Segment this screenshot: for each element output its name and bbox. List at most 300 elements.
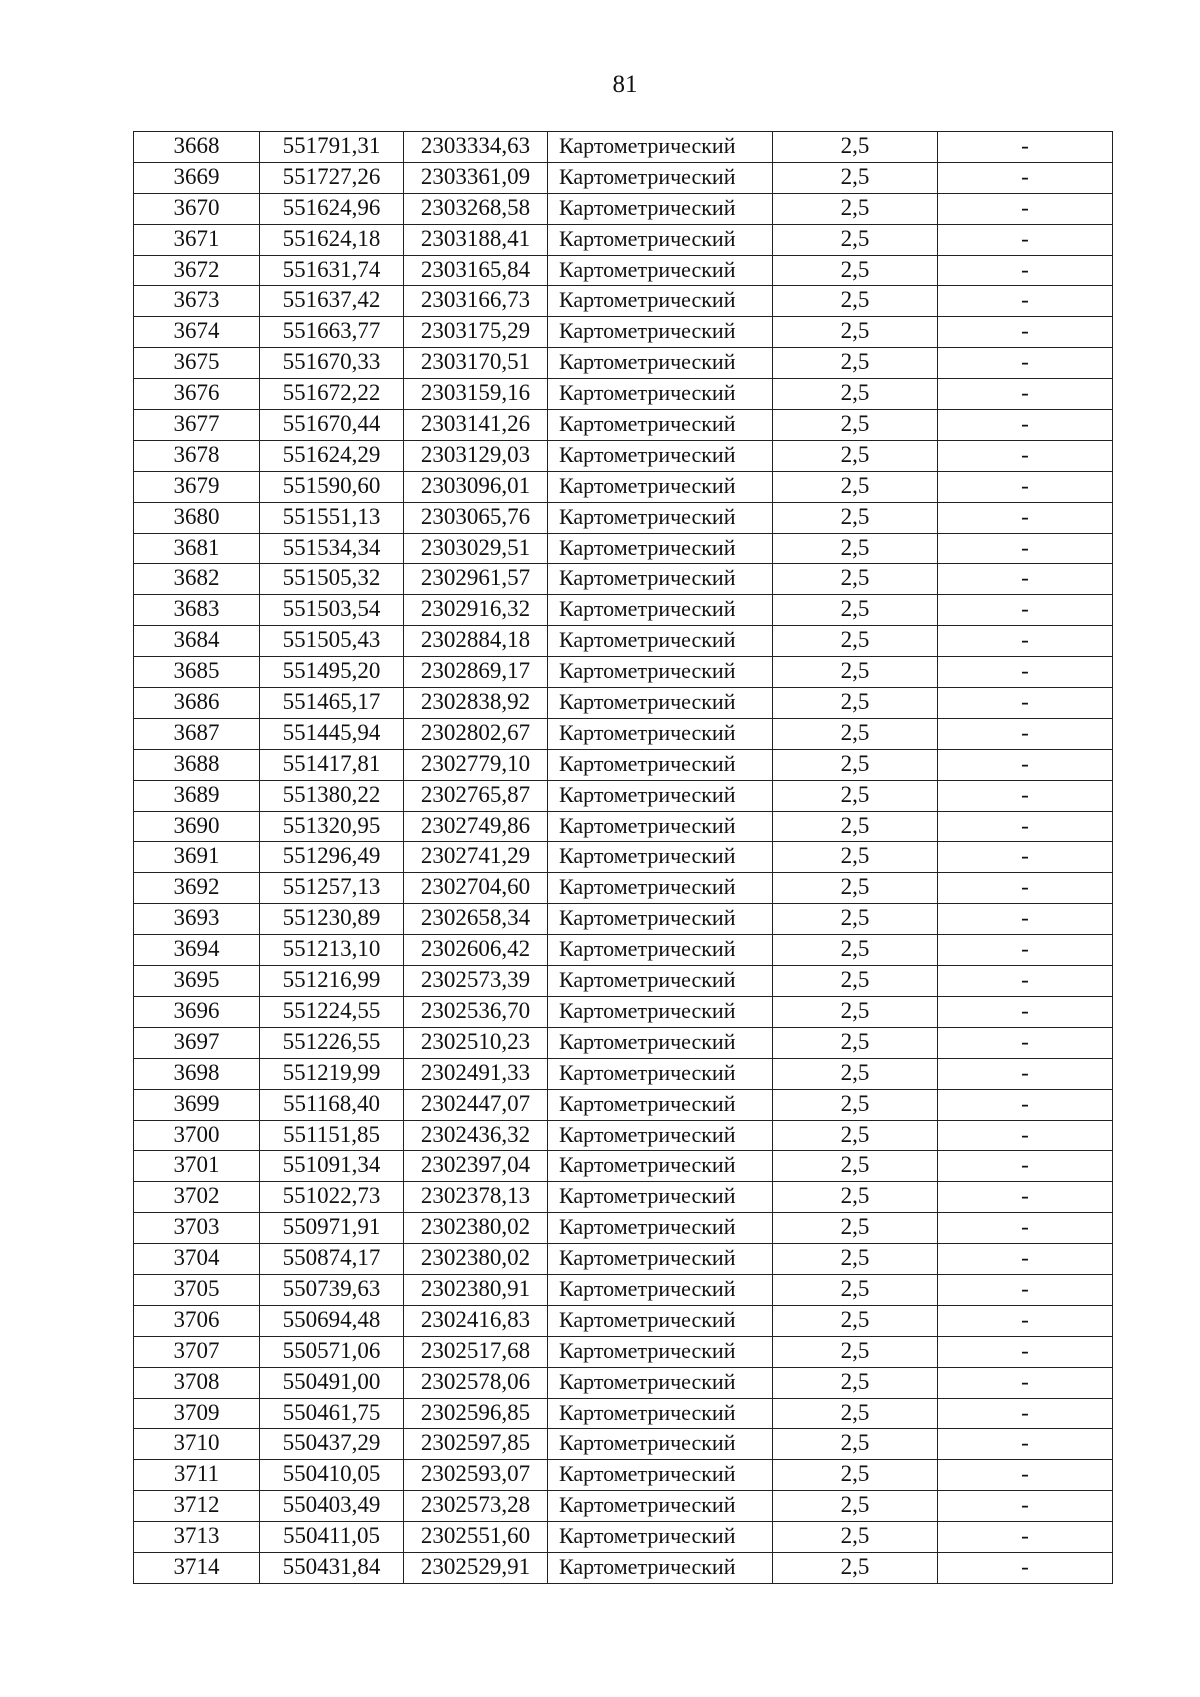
- note-cell: -: [938, 410, 1113, 441]
- x-coordinate-cell: 551022,73: [260, 1182, 404, 1213]
- note-cell: -: [938, 1367, 1113, 1398]
- x-coordinate-cell: 550431,84: [260, 1552, 404, 1583]
- table-row: [134, 688, 1113, 719]
- method-cell: Картометрический: [548, 348, 773, 379]
- method-cell: Картометрический: [548, 842, 773, 873]
- method-cell: Картометрический: [548, 286, 773, 317]
- note-cell: -: [938, 842, 1113, 873]
- point-number-cell: 3687: [134, 718, 260, 749]
- table-row: [134, 1274, 1113, 1305]
- y-coordinate-cell: 2302378,13: [404, 1182, 548, 1213]
- note-cell: -: [938, 379, 1113, 410]
- note-cell: -: [938, 966, 1113, 997]
- x-coordinate-cell: 551320,95: [260, 811, 404, 842]
- accuracy-cell: 2,5: [773, 440, 938, 471]
- x-coordinate-cell: 551219,99: [260, 1058, 404, 1089]
- y-coordinate-cell: 2302779,10: [404, 749, 548, 780]
- table-row: [134, 657, 1113, 688]
- y-coordinate-cell: 2302397,04: [404, 1151, 548, 1182]
- x-coordinate-cell: 550403,49: [260, 1491, 404, 1522]
- method-cell: Картометрический: [548, 502, 773, 533]
- table-row: [134, 255, 1113, 286]
- accuracy-cell: 2,5: [773, 1491, 938, 1522]
- accuracy-cell: 2,5: [773, 904, 938, 935]
- y-coordinate-cell: 2302380,02: [404, 1244, 548, 1275]
- method-cell: Картометрический: [548, 471, 773, 502]
- table-row: [134, 996, 1113, 1027]
- note-cell: -: [938, 564, 1113, 595]
- table-row: [134, 410, 1113, 441]
- point-number-cell: 3685: [134, 657, 260, 688]
- y-coordinate-cell: 2303141,26: [404, 410, 548, 441]
- method-cell: Картометрический: [548, 657, 773, 688]
- x-coordinate-cell: 551380,22: [260, 780, 404, 811]
- x-coordinate-cell: 551503,54: [260, 595, 404, 626]
- table-row: [134, 1552, 1113, 1583]
- note-cell: -: [938, 595, 1113, 626]
- accuracy-cell: 2,5: [773, 502, 938, 533]
- note-cell: -: [938, 1058, 1113, 1089]
- table-row: [134, 1182, 1113, 1213]
- note-cell: -: [938, 286, 1113, 317]
- point-number-cell: 3689: [134, 780, 260, 811]
- point-number-cell: 3703: [134, 1213, 260, 1244]
- method-cell: Картометрический: [548, 1336, 773, 1367]
- point-number-cell: 3678: [134, 440, 260, 471]
- y-coordinate-cell: 2303165,84: [404, 255, 548, 286]
- table-row: [134, 718, 1113, 749]
- accuracy-cell: 2,5: [773, 1182, 938, 1213]
- point-number-cell: 3704: [134, 1244, 260, 1275]
- point-number-cell: 3686: [134, 688, 260, 719]
- point-number-cell: 3681: [134, 533, 260, 564]
- y-coordinate-cell: 2302749,86: [404, 811, 548, 842]
- note-cell: -: [938, 193, 1113, 224]
- y-coordinate-cell: 2303361,09: [404, 162, 548, 193]
- x-coordinate-cell: 551663,77: [260, 317, 404, 348]
- method-cell: Картометрический: [548, 780, 773, 811]
- accuracy-cell: 2,5: [773, 1429, 938, 1460]
- accuracy-cell: 2,5: [773, 966, 938, 997]
- method-cell: Картометрический: [548, 1027, 773, 1058]
- point-number-cell: 3708: [134, 1367, 260, 1398]
- accuracy-cell: 2,5: [773, 564, 938, 595]
- accuracy-cell: 2,5: [773, 224, 938, 255]
- accuracy-cell: 2,5: [773, 657, 938, 688]
- y-coordinate-cell: 2303159,16: [404, 379, 548, 410]
- table-row: [134, 379, 1113, 410]
- note-cell: -: [938, 626, 1113, 657]
- y-coordinate-cell: 2302517,68: [404, 1336, 548, 1367]
- point-number-cell: 3698: [134, 1058, 260, 1089]
- x-coordinate-cell: 551624,29: [260, 440, 404, 471]
- accuracy-cell: 2,5: [773, 749, 938, 780]
- x-coordinate-cell: 551091,34: [260, 1151, 404, 1182]
- note-cell: -: [938, 904, 1113, 935]
- point-number-cell: 3706: [134, 1305, 260, 1336]
- accuracy-cell: 2,5: [773, 410, 938, 441]
- method-cell: Картометрический: [548, 132, 773, 163]
- accuracy-cell: 2,5: [773, 1522, 938, 1553]
- point-number-cell: 3711: [134, 1460, 260, 1491]
- note-cell: -: [938, 348, 1113, 379]
- table-row: [134, 1027, 1113, 1058]
- table-row: [134, 348, 1113, 379]
- x-coordinate-cell: 551551,13: [260, 502, 404, 533]
- x-coordinate-cell: 551624,96: [260, 193, 404, 224]
- point-number-cell: 3669: [134, 162, 260, 193]
- x-coordinate-cell: 551505,43: [260, 626, 404, 657]
- accuracy-cell: 2,5: [773, 286, 938, 317]
- table-row: [134, 1151, 1113, 1182]
- x-coordinate-cell: 551631,74: [260, 255, 404, 286]
- accuracy-cell: 2,5: [773, 1120, 938, 1151]
- x-coordinate-cell: 551216,99: [260, 966, 404, 997]
- point-number-cell: 3700: [134, 1120, 260, 1151]
- method-cell: Картометрический: [548, 564, 773, 595]
- y-coordinate-cell: 2302597,85: [404, 1429, 548, 1460]
- point-number-cell: 3690: [134, 811, 260, 842]
- x-coordinate-cell: 551151,85: [260, 1120, 404, 1151]
- point-number-cell: 3679: [134, 471, 260, 502]
- y-coordinate-cell: 2302436,32: [404, 1120, 548, 1151]
- note-cell: -: [938, 935, 1113, 966]
- table-row: [134, 1367, 1113, 1398]
- accuracy-cell: 2,5: [773, 996, 938, 1027]
- method-cell: Картометрический: [548, 379, 773, 410]
- y-coordinate-cell: 2303129,03: [404, 440, 548, 471]
- method-cell: Картометрический: [548, 1429, 773, 1460]
- x-coordinate-cell: 551727,26: [260, 162, 404, 193]
- note-cell: -: [938, 1213, 1113, 1244]
- y-coordinate-cell: 2302510,23: [404, 1027, 548, 1058]
- y-coordinate-cell: 2302593,07: [404, 1460, 548, 1491]
- method-cell: Картометрический: [548, 255, 773, 286]
- method-cell: Картометрический: [548, 162, 773, 193]
- table-row: [134, 873, 1113, 904]
- table-row: [134, 1336, 1113, 1367]
- table-row: [134, 317, 1113, 348]
- method-cell: Картометрический: [548, 1244, 773, 1275]
- accuracy-cell: 2,5: [773, 626, 938, 657]
- accuracy-cell: 2,5: [773, 935, 938, 966]
- table-row: [134, 193, 1113, 224]
- x-coordinate-cell: 550437,29: [260, 1429, 404, 1460]
- method-cell: Картометрический: [548, 688, 773, 719]
- x-coordinate-cell: 551226,55: [260, 1027, 404, 1058]
- x-coordinate-cell: 550461,75: [260, 1398, 404, 1429]
- accuracy-cell: 2,5: [773, 1336, 938, 1367]
- table-row: [134, 1089, 1113, 1120]
- method-cell: Картометрический: [548, 1491, 773, 1522]
- y-coordinate-cell: 2302596,85: [404, 1398, 548, 1429]
- table-row: [134, 749, 1113, 780]
- x-coordinate-cell: 551417,81: [260, 749, 404, 780]
- method-cell: Картометрический: [548, 811, 773, 842]
- note-cell: -: [938, 996, 1113, 1027]
- accuracy-cell: 2,5: [773, 688, 938, 719]
- y-coordinate-cell: 2302380,02: [404, 1213, 548, 1244]
- point-number-cell: 3673: [134, 286, 260, 317]
- method-cell: Картометрический: [548, 533, 773, 564]
- point-number-cell: 3677: [134, 410, 260, 441]
- accuracy-cell: 2,5: [773, 1058, 938, 1089]
- note-cell: -: [938, 471, 1113, 502]
- y-coordinate-cell: 2302491,33: [404, 1058, 548, 1089]
- note-cell: -: [938, 1336, 1113, 1367]
- accuracy-cell: 2,5: [773, 162, 938, 193]
- method-cell: Картометрический: [548, 1367, 773, 1398]
- point-number-cell: 3699: [134, 1089, 260, 1120]
- x-coordinate-cell: 551465,17: [260, 688, 404, 719]
- table-row: [134, 564, 1113, 595]
- point-number-cell: 3695: [134, 966, 260, 997]
- method-cell: Картометрический: [548, 1089, 773, 1120]
- table-row: [134, 1460, 1113, 1491]
- note-cell: -: [938, 132, 1113, 163]
- y-coordinate-cell: 2302416,83: [404, 1305, 548, 1336]
- point-number-cell: 3714: [134, 1552, 260, 1583]
- x-coordinate-cell: 551534,34: [260, 533, 404, 564]
- y-coordinate-cell: 2303166,73: [404, 286, 548, 317]
- x-coordinate-cell: 551445,94: [260, 718, 404, 749]
- method-cell: Картометрический: [548, 1460, 773, 1491]
- accuracy-cell: 2,5: [773, 780, 938, 811]
- x-coordinate-cell: 550694,48: [260, 1305, 404, 1336]
- method-cell: Картометрический: [548, 595, 773, 626]
- note-cell: -: [938, 1151, 1113, 1182]
- method-cell: Картометрический: [548, 410, 773, 441]
- x-coordinate-cell: 550739,63: [260, 1274, 404, 1305]
- accuracy-cell: 2,5: [773, 132, 938, 163]
- method-cell: Картометрический: [548, 749, 773, 780]
- point-number-cell: 3675: [134, 348, 260, 379]
- point-number-cell: 3671: [134, 224, 260, 255]
- point-number-cell: 3688: [134, 749, 260, 780]
- point-number-cell: 3696: [134, 996, 260, 1027]
- accuracy-cell: 2,5: [773, 1552, 938, 1583]
- note-cell: -: [938, 224, 1113, 255]
- point-number-cell: 3709: [134, 1398, 260, 1429]
- x-coordinate-cell: 551213,10: [260, 935, 404, 966]
- accuracy-cell: 2,5: [773, 1367, 938, 1398]
- point-number-cell: 3702: [134, 1182, 260, 1213]
- accuracy-cell: 2,5: [773, 1274, 938, 1305]
- accuracy-cell: 2,5: [773, 1213, 938, 1244]
- point-number-cell: 3676: [134, 379, 260, 410]
- point-number-cell: 3684: [134, 626, 260, 657]
- accuracy-cell: 2,5: [773, 471, 938, 502]
- note-cell: -: [938, 1182, 1113, 1213]
- method-cell: Картометрический: [548, 626, 773, 657]
- note-cell: -: [938, 255, 1113, 286]
- x-coordinate-cell: 551624,18: [260, 224, 404, 255]
- method-cell: Картометрический: [548, 1398, 773, 1429]
- method-cell: Картометрический: [548, 873, 773, 904]
- accuracy-cell: 2,5: [773, 533, 938, 564]
- y-coordinate-cell: 2302573,28: [404, 1491, 548, 1522]
- point-number-cell: 3691: [134, 842, 260, 873]
- x-coordinate-cell: 551505,32: [260, 564, 404, 595]
- table-row: [134, 286, 1113, 317]
- table-row: [134, 966, 1113, 997]
- table-row: [134, 224, 1113, 255]
- point-number-cell: 3694: [134, 935, 260, 966]
- x-coordinate-cell: 551672,22: [260, 379, 404, 410]
- coordinates-table-body: [134, 132, 1113, 1584]
- note-cell: -: [938, 1460, 1113, 1491]
- y-coordinate-cell: 2302838,92: [404, 688, 548, 719]
- x-coordinate-cell: 551590,60: [260, 471, 404, 502]
- note-cell: -: [938, 1027, 1113, 1058]
- accuracy-cell: 2,5: [773, 255, 938, 286]
- note-cell: -: [938, 1552, 1113, 1583]
- method-cell: Картометрический: [548, 1522, 773, 1553]
- y-coordinate-cell: 2302802,67: [404, 718, 548, 749]
- x-coordinate-cell: 550971,91: [260, 1213, 404, 1244]
- method-cell: Картометрический: [548, 1552, 773, 1583]
- page-number: 81: [612, 71, 638, 98]
- y-coordinate-cell: 2303170,51: [404, 348, 548, 379]
- table-row: [134, 842, 1113, 873]
- accuracy-cell: 2,5: [773, 193, 938, 224]
- point-number-cell: 3674: [134, 317, 260, 348]
- accuracy-cell: 2,5: [773, 1027, 938, 1058]
- x-coordinate-cell: 551670,44: [260, 410, 404, 441]
- method-cell: Картометрический: [548, 1058, 773, 1089]
- accuracy-cell: 2,5: [773, 1398, 938, 1429]
- x-coordinate-cell: 551257,13: [260, 873, 404, 904]
- accuracy-cell: 2,5: [773, 1305, 938, 1336]
- note-cell: -: [938, 1089, 1113, 1120]
- note-cell: -: [938, 533, 1113, 564]
- y-coordinate-cell: 2303029,51: [404, 533, 548, 564]
- note-cell: -: [938, 1429, 1113, 1460]
- method-cell: Картометрический: [548, 440, 773, 471]
- method-cell: Картометрический: [548, 193, 773, 224]
- x-coordinate-cell: 551168,40: [260, 1089, 404, 1120]
- y-coordinate-cell: 2302447,07: [404, 1089, 548, 1120]
- table-row: [134, 626, 1113, 657]
- note-cell: -: [938, 718, 1113, 749]
- note-cell: -: [938, 1244, 1113, 1275]
- y-coordinate-cell: 2303065,76: [404, 502, 548, 533]
- point-number-cell: 3693: [134, 904, 260, 935]
- method-cell: Картометрический: [548, 904, 773, 935]
- y-coordinate-cell: 2302380,91: [404, 1274, 548, 1305]
- accuracy-cell: 2,5: [773, 873, 938, 904]
- note-cell: -: [938, 1491, 1113, 1522]
- x-coordinate-cell: 551495,20: [260, 657, 404, 688]
- note-cell: -: [938, 873, 1113, 904]
- point-number-cell: 3701: [134, 1151, 260, 1182]
- y-coordinate-cell: 2303334,63: [404, 132, 548, 163]
- accuracy-cell: 2,5: [773, 1151, 938, 1182]
- y-coordinate-cell: 2302578,06: [404, 1367, 548, 1398]
- method-cell: Картометрический: [548, 1151, 773, 1182]
- table-row: [134, 595, 1113, 626]
- y-coordinate-cell: 2302529,91: [404, 1552, 548, 1583]
- point-number-cell: 3697: [134, 1027, 260, 1058]
- table-row: [134, 1429, 1113, 1460]
- x-coordinate-cell: 551791,31: [260, 132, 404, 163]
- note-cell: -: [938, 811, 1113, 842]
- method-cell: Картометрический: [548, 718, 773, 749]
- y-coordinate-cell: 2303268,58: [404, 193, 548, 224]
- accuracy-cell: 2,5: [773, 348, 938, 379]
- note-cell: -: [938, 162, 1113, 193]
- point-number-cell: 3712: [134, 1491, 260, 1522]
- y-coordinate-cell: 2302765,87: [404, 780, 548, 811]
- method-cell: Картометрический: [548, 996, 773, 1027]
- table-row: [134, 935, 1113, 966]
- x-coordinate-cell: 550874,17: [260, 1244, 404, 1275]
- method-cell: Картометрический: [548, 317, 773, 348]
- table-row: [134, 132, 1113, 163]
- table-row: [134, 1491, 1113, 1522]
- note-cell: -: [938, 502, 1113, 533]
- x-coordinate-cell: 550571,06: [260, 1336, 404, 1367]
- accuracy-cell: 2,5: [773, 811, 938, 842]
- table-row: [134, 780, 1113, 811]
- table-row: [134, 440, 1113, 471]
- note-cell: -: [938, 749, 1113, 780]
- point-number-cell: 3707: [134, 1336, 260, 1367]
- method-cell: Картометрический: [548, 935, 773, 966]
- method-cell: Картометрический: [548, 1120, 773, 1151]
- table-row: [134, 502, 1113, 533]
- note-cell: -: [938, 1305, 1113, 1336]
- note-cell: -: [938, 1274, 1113, 1305]
- point-number-cell: 3672: [134, 255, 260, 286]
- table-row: [134, 471, 1113, 502]
- point-number-cell: 3680: [134, 502, 260, 533]
- coordinates-table: [133, 131, 1113, 1584]
- y-coordinate-cell: 2302869,17: [404, 657, 548, 688]
- y-coordinate-cell: 2302916,32: [404, 595, 548, 626]
- x-coordinate-cell: 551670,33: [260, 348, 404, 379]
- x-coordinate-cell: 551224,55: [260, 996, 404, 1027]
- point-number-cell: 3670: [134, 193, 260, 224]
- x-coordinate-cell: 550411,05: [260, 1522, 404, 1553]
- y-coordinate-cell: 2302704,60: [404, 873, 548, 904]
- y-coordinate-cell: 2302741,29: [404, 842, 548, 873]
- table-row: [134, 1305, 1113, 1336]
- point-number-cell: 3705: [134, 1274, 260, 1305]
- x-coordinate-cell: 551230,89: [260, 904, 404, 935]
- table-row: [134, 904, 1113, 935]
- note-cell: -: [938, 317, 1113, 348]
- method-cell: Картометрический: [548, 1274, 773, 1305]
- accuracy-cell: 2,5: [773, 317, 938, 348]
- accuracy-cell: 2,5: [773, 595, 938, 626]
- y-coordinate-cell: 2303096,01: [404, 471, 548, 502]
- y-coordinate-cell: 2302573,39: [404, 966, 548, 997]
- point-number-cell: 3692: [134, 873, 260, 904]
- note-cell: -: [938, 440, 1113, 471]
- x-coordinate-cell: 551637,42: [260, 286, 404, 317]
- table-row: [134, 1120, 1113, 1151]
- accuracy-cell: 2,5: [773, 1089, 938, 1120]
- y-coordinate-cell: 2302551,60: [404, 1522, 548, 1553]
- method-cell: Картометрический: [548, 1182, 773, 1213]
- point-number-cell: 3713: [134, 1522, 260, 1553]
- point-number-cell: 3683: [134, 595, 260, 626]
- table-row: [134, 1058, 1113, 1089]
- y-coordinate-cell: 2302961,57: [404, 564, 548, 595]
- note-cell: -: [938, 1120, 1113, 1151]
- accuracy-cell: 2,5: [773, 718, 938, 749]
